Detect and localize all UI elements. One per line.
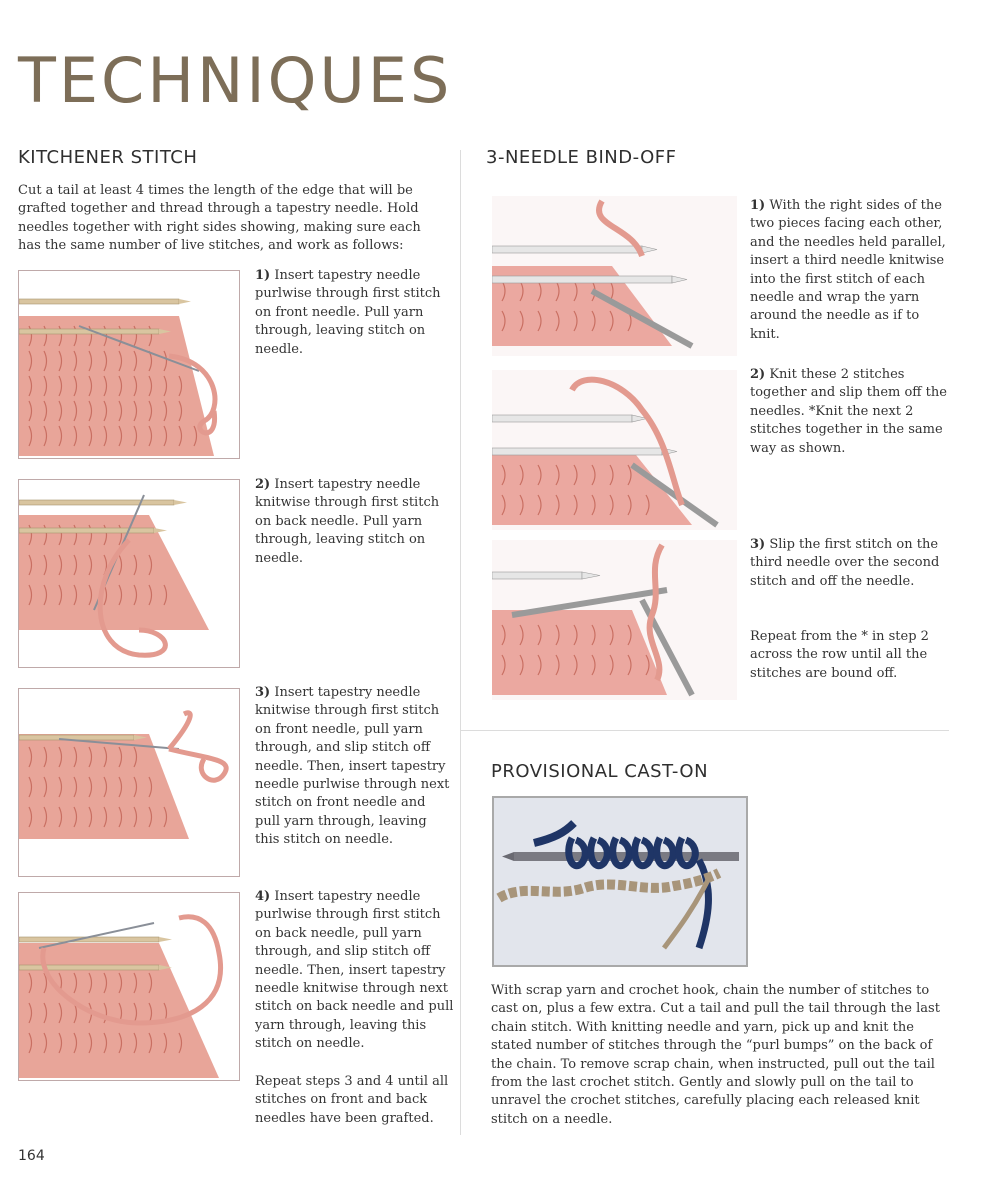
kitchener-step-4-text: 4) Insert tapestry needle purlwise through first stitch on back needle, pull yarn through, and slip stitch off needle. Then, insert tapestry needle knitwise through next stitch on back needle and pull yarn through, leaving this stitch on needle.	[255, 889, 454, 1052]
page-number: 164	[18, 1148, 45, 1164]
bindoff-step-1-text: 1) With the right sides of the two pieces facing each other, and the needles held parallel, insert a third needle knitwise into the first stitch of each needle and wrap the yarn around the needle as if to knit.	[750, 198, 946, 342]
column-divider	[460, 150, 461, 1135]
section-divider	[461, 730, 949, 731]
kitchener-intro: Cut a tail at least 4 times the length of the edge that will be grafted together and thread through a tapestry needle. Hold needles together with right sides showing, making sure each has the same number of live stitches, and work as follows:	[18, 183, 421, 254]
kitchener-step-1-text: 1) Insert tapestry needle purlwise through first stitch on front needle. Pull yarn through, leaving stitch on needle.	[255, 268, 441, 357]
bindoff-heading: 3-NEEDLE BIND-OFF	[486, 147, 677, 168]
bindoff-step-2-text: 2) Knit these 2 stitches together and slip them off the needles. *Knit the next 2 stitches together in the same way as shown.	[750, 367, 947, 456]
bindoff-outro: Repeat from the * in step 2 across the row until all the stitches are bound off.	[750, 629, 929, 681]
kitchener-step-1-illustration	[18, 270, 240, 459]
kitchener-outro: Repeat steps 3 and 4 until all stitches on front and back needles have been grafted.	[255, 1074, 449, 1126]
bindoff-step-1-illustration	[492, 196, 737, 356]
kitchener-step-4-illustration	[18, 892, 240, 1081]
kitchener-step-2-text: 2) Insert tapestry needle knitwise through first stitch on back needle. Pull yarn through, leaving stitch on needle.	[255, 477, 440, 566]
kitchener-step-3-text: 3) Insert tapestry needle knitwise through first stitch on front needle, pull yarn through, and slip stitch off needle. Then, insert tapestry needle purlwise through next stitch on front needle and pull yarn through, leaving this stitch on needle.	[255, 685, 450, 848]
page-title: TECHNIQUES	[18, 44, 453, 117]
provisional-cast-on-photo	[492, 796, 748, 967]
kitchener-step-3-illustration	[18, 688, 240, 877]
bindoff-step-3-text: 3) Slip the first stitch on the third needle over the second stitch and off the needle.	[750, 537, 940, 589]
bindoff-step-2-illustration	[492, 370, 737, 530]
bindoff-step-3-illustration	[492, 540, 737, 700]
provisional-heading: PROVISIONAL CAST-ON	[491, 761, 709, 782]
kitchener-heading: KITCHENER STITCH	[18, 147, 198, 168]
provisional-body: With scrap yarn and crochet hook, chain the number of stitches to cast on, plus a few extra. Cut a tail and pull the tail through the last chain stitch. With knitting needle and yarn, pick up and knit the stated number of stitches through the “purl bumps” on the back of the chain. To remove scrap chain, when instructed, pull out the tail from the last crochet stitch. Gently and slowly pull on the tail to unravel the crochet stitches, carefully placing each released knit stitch on a needle.	[491, 983, 940, 1127]
kitchener-step-2-illustration	[18, 479, 240, 668]
